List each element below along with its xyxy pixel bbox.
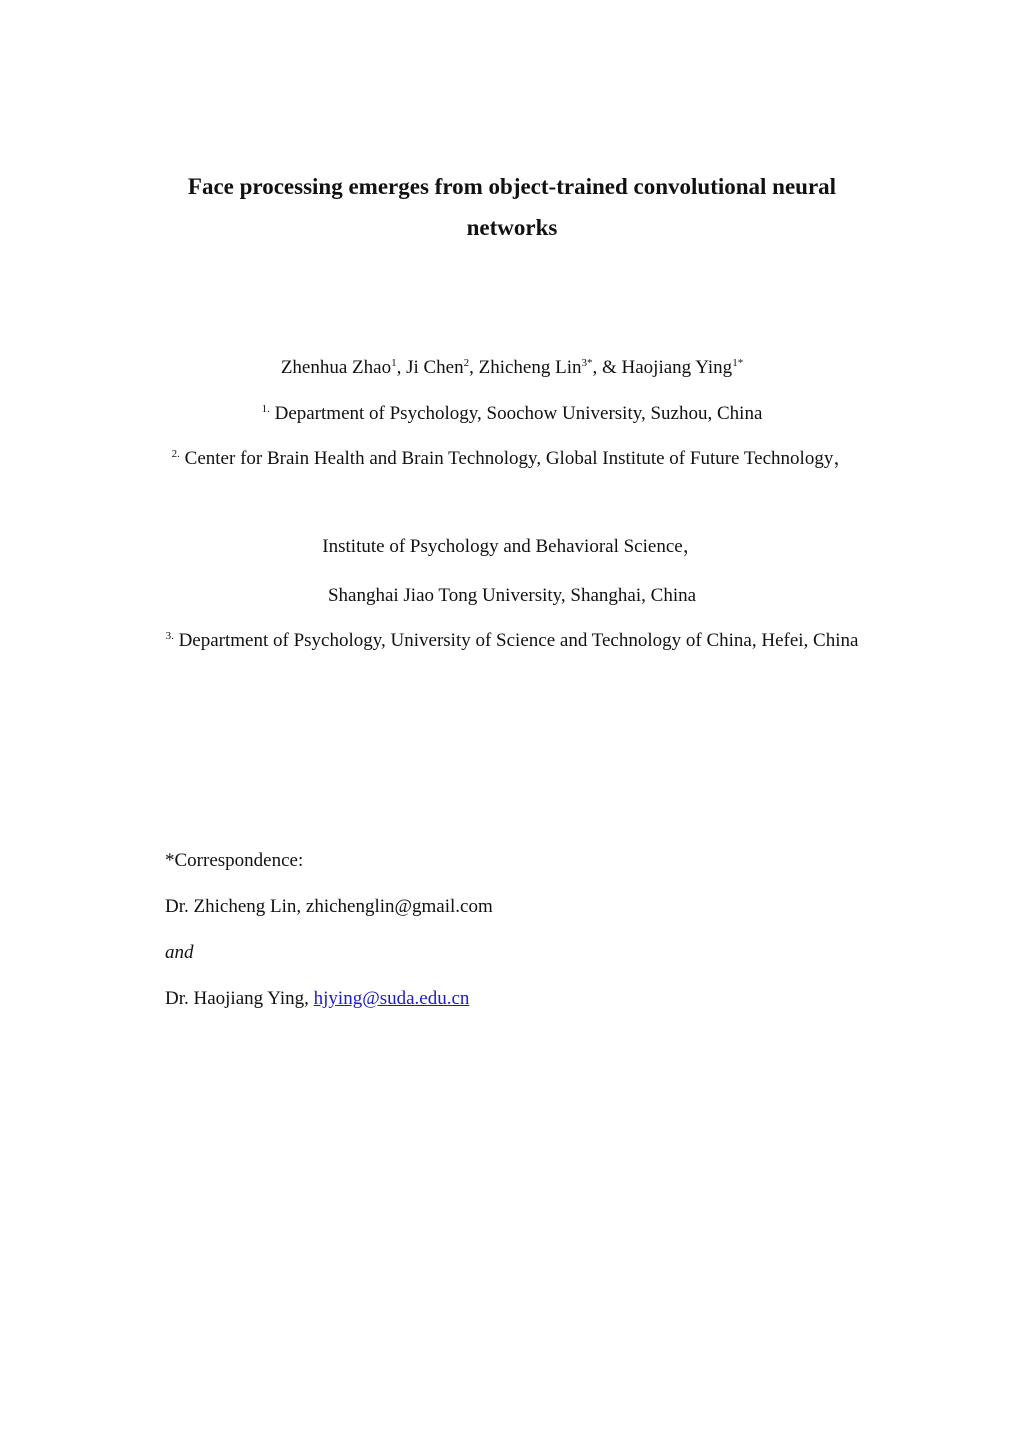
paper-title: Face processing emerges from object-trained convolutional neural networks (187, 174, 837, 240)
affiliation-marker: 3. (165, 629, 174, 642)
affiliation-text: Center for Brain Health and Brain Technology, Global Institute of Future Technology， (184, 448, 853, 469)
affiliation-2-institute: Institute of Psychology and Behavioral Science， (322, 536, 702, 557)
author-affiliation-marker: 1* (732, 356, 744, 369)
contact-name: Dr. Zhicheng Lin, (165, 896, 306, 917)
author-name: Haojiang Ying (621, 357, 733, 378)
affiliation-1 (150, 402, 874, 426)
author-separator: , (396, 357, 407, 378)
correspondence-contact-2 (165, 987, 469, 1011)
author-affiliation-marker: 2 (463, 356, 470, 369)
affiliation-marker: 2. (171, 447, 180, 460)
author-affiliation-marker: 3* (581, 356, 593, 369)
affiliation-3 (150, 623, 874, 659)
correspondence-contact-1 (165, 895, 493, 919)
author-affiliation-marker: 1 (391, 356, 397, 369)
author-name: Zhicheng Lin (478, 357, 582, 378)
affiliation-text: Department of Psychology, University of Science and Technology of China, Hefei, China (178, 630, 859, 651)
affiliation-2-university: Shanghai Jiao Tong University, Shanghai, China (327, 585, 697, 606)
affiliation-marker: 1. (261, 402, 270, 415)
affiliation-text: Department of Psychology, Soochow University, Suzhou, China (274, 403, 763, 424)
correspondence-conjunction: and (165, 942, 194, 963)
author-separator: , & (592, 357, 622, 378)
contact-email: zhichenglin@gmail.com (305, 896, 493, 917)
author-name: Zhenhua Zhao (280, 357, 392, 378)
affiliation-2 (170, 441, 854, 477)
email-link[interactable]: hjying@suda.edu.cn (313, 988, 470, 1009)
author-separator: , (469, 357, 479, 378)
author-list (150, 356, 874, 380)
contact-name: Dr. Haojiang Ying, (165, 988, 314, 1009)
correspondence-heading: *Correspondence: (165, 850, 304, 871)
author-name: Ji Chen (406, 357, 464, 378)
